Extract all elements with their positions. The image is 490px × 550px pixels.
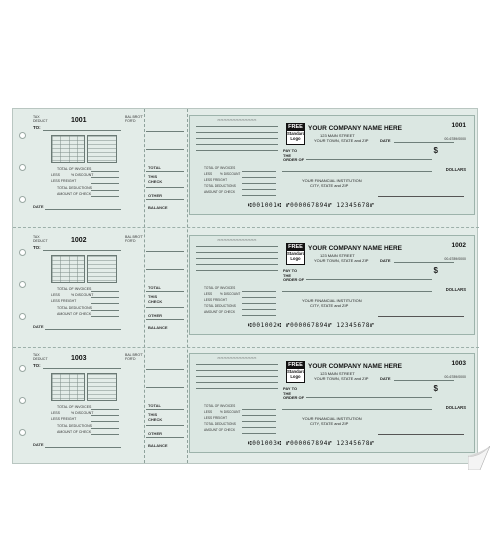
check-total-deductions-label: TOTAL DEDUCTIONS xyxy=(204,422,236,426)
voucher-line xyxy=(146,149,184,150)
check-discount-label: % DISCOUNT xyxy=(220,410,241,414)
check-number: 1003 xyxy=(451,360,466,367)
row-perforation xyxy=(13,227,479,228)
stub-date-label: DATE xyxy=(33,442,44,447)
check-date-line xyxy=(394,380,454,381)
mini-line xyxy=(242,433,276,434)
stub-check-number: 1002 xyxy=(71,237,87,244)
voucher-line xyxy=(146,171,184,172)
routing-fraction: 00-6789/0000 xyxy=(444,375,466,379)
standard-logo-text: Standard Logo xyxy=(287,369,306,379)
micr-line: ⑆001003⑆ ⑈000067894⑈ 12345678⑈ xyxy=(248,440,375,447)
discount-line xyxy=(91,297,119,298)
deductions-line xyxy=(91,428,119,429)
voucher-line xyxy=(146,319,184,320)
check-discount-label: % DISCOUNT xyxy=(220,292,241,296)
mini-line xyxy=(196,252,278,253)
page-curl-icon xyxy=(468,446,490,470)
amount-of-check-label: AMOUNT OF CHECK xyxy=(57,192,92,196)
tax-deduct-label: TAX DEDUCT xyxy=(33,115,48,123)
check-date-label: DATE xyxy=(380,258,391,263)
stub-to-label: TO: xyxy=(33,363,41,368)
amount-words-line xyxy=(282,171,432,172)
voucher-line xyxy=(146,199,184,200)
check-amount-label: AMOUNT OF CHECK xyxy=(204,310,236,314)
stub-to-label: TO: xyxy=(33,125,41,130)
check-row xyxy=(13,231,479,341)
mini-line xyxy=(242,297,276,298)
company-name: YOUR COMPANY NAME HERE xyxy=(308,363,403,370)
invoice-grid xyxy=(51,135,85,163)
stub-date-line xyxy=(45,209,121,210)
mini-line xyxy=(242,409,276,410)
deductions-line xyxy=(91,310,119,311)
check-total-invoices-label: TOTAL OF INVOICES xyxy=(204,166,236,170)
check-less-freight-label: LESS FREIGHT xyxy=(204,298,228,302)
less-freight-label: LESS FREIGHT xyxy=(51,179,77,183)
voucher-total-label: TOTAL xyxy=(148,165,161,170)
less-freight-label: LESS FREIGHT xyxy=(51,299,77,303)
mini-line xyxy=(242,177,276,178)
total-deductions-label: TOTAL DEDUCTIONS xyxy=(57,424,92,428)
check-stub xyxy=(31,111,143,221)
balance-forward-label: BAL BRO'T FOR'D xyxy=(125,235,143,243)
voucher-line xyxy=(146,437,184,438)
mini-line xyxy=(242,309,276,310)
check-stub xyxy=(31,349,143,459)
voucher-total-label: TOTAL xyxy=(148,403,161,408)
check xyxy=(189,353,475,453)
stub-to-line xyxy=(43,368,121,369)
pay-to-label: PAY TO THE ORDER OF xyxy=(283,268,305,282)
check-total-deductions-label: TOTAL DEDUCTIONS xyxy=(204,304,236,308)
signature-line xyxy=(378,316,464,317)
mini-line xyxy=(196,150,278,151)
company-name: YOUR COMPANY NAME HERE xyxy=(308,245,403,252)
micr-line: ⑆001001⑆ ⑈000067894⑈ 12345678⑈ xyxy=(248,202,375,209)
discount-label: % DISCOUNT xyxy=(71,173,94,177)
voucher-other-label: OTHER xyxy=(148,313,162,318)
discount-line xyxy=(91,415,119,416)
total-deductions-label: TOTAL DEDUCTIONS xyxy=(57,306,92,310)
stub-date-label: DATE xyxy=(33,324,44,329)
voucher-this-check-label: THIS CHECK xyxy=(148,294,163,304)
company-address-line-1: 123 MAIN STREET xyxy=(320,253,355,258)
mini-line xyxy=(242,171,276,172)
less-label: LESS xyxy=(51,293,60,297)
less-label: LESS xyxy=(51,173,60,177)
discount-label: % DISCOUNT xyxy=(71,411,94,415)
mini-line xyxy=(196,258,278,259)
invoice-grid xyxy=(51,373,85,401)
mini-line xyxy=(196,264,278,265)
stub-to-label: TO: xyxy=(33,245,41,250)
check-discount-label: % DISCOUNT xyxy=(220,172,241,176)
voucher-this-check-label: THIS CHECK xyxy=(148,174,163,184)
check-less-freight-label: LESS FREIGHT xyxy=(204,178,228,182)
stub-check-number: 1001 xyxy=(71,117,87,124)
tax-deduct-label: TAX DEDUCT xyxy=(33,235,48,243)
stub-date-line xyxy=(45,447,121,448)
voucher-line xyxy=(146,269,184,270)
check-total-deductions-label: TOTAL DEDUCTIONS xyxy=(204,184,236,188)
check-row xyxy=(13,349,479,459)
bank-name: YOUR FINANCIAL INSTITUTION xyxy=(302,298,362,303)
total-invoices-line xyxy=(91,291,119,292)
total-invoices-line xyxy=(91,171,119,172)
discount-label: % DISCOUNT xyxy=(71,293,94,297)
mini-line xyxy=(196,132,278,133)
check-mini-header: ▭▭▭▭▭▭▭▭▭▭▭▭▭ xyxy=(217,118,257,122)
mini-line xyxy=(196,246,278,247)
free-badge: FREE xyxy=(288,124,303,130)
amount-grid xyxy=(87,373,117,401)
check-less-label: LESS xyxy=(204,292,213,296)
less-freight-label: LESS FREIGHT xyxy=(51,417,77,421)
balance-forward-label: BAL BRO'T FOR'D xyxy=(125,353,143,361)
balance-voucher xyxy=(146,349,186,459)
check-date-label: DATE xyxy=(380,138,391,143)
total-invoices-label: TOTAL OF INVOICES xyxy=(57,405,92,409)
mini-line xyxy=(242,427,276,428)
check-less-label: LESS xyxy=(204,410,213,414)
bank-city: CITY, STATE and ZIP xyxy=(310,421,349,426)
bank-name: YOUR FINANCIAL INSTITUTION xyxy=(302,178,362,183)
check-date-line xyxy=(394,262,454,263)
total-invoices-line xyxy=(91,409,119,410)
mini-line xyxy=(242,315,276,316)
check-number: 1002 xyxy=(451,242,466,249)
dollars-label: DOLLARS xyxy=(445,167,466,172)
stub-to-line xyxy=(43,250,121,251)
signature-line xyxy=(378,434,464,435)
signature-line xyxy=(378,196,464,197)
check-less-freight-label: LESS FREIGHT xyxy=(204,416,228,420)
amount-of-check-label: AMOUNT OF CHECK xyxy=(57,430,92,434)
company-name: YOUR COMPANY NAME HERE xyxy=(308,125,403,132)
check-mini-header: ▭▭▭▭▭▭▭▭▭▭▭▭▭ xyxy=(217,356,257,360)
mini-line xyxy=(242,195,276,196)
standard-logo-text: Standard Logo xyxy=(287,251,306,261)
stub-date-line xyxy=(45,329,121,330)
dollar-sign: $ xyxy=(433,146,438,155)
check-row xyxy=(13,111,479,221)
mini-line xyxy=(196,382,278,383)
amount-grid xyxy=(87,255,117,283)
amount-of-check-label: AMOUNT OF CHECK xyxy=(57,312,92,316)
voucher-balance-label: BALANCE xyxy=(148,205,168,210)
total-invoices-label: TOTAL OF INVOICES xyxy=(57,287,92,291)
voucher-line xyxy=(146,409,184,410)
check xyxy=(189,115,475,215)
discount-line xyxy=(91,177,119,178)
amount-of-check-line xyxy=(91,434,119,435)
dollars-label: DOLLARS xyxy=(445,405,466,410)
mini-line xyxy=(196,376,278,377)
company-address-line-1: 123 MAIN STREET xyxy=(320,371,355,376)
voucher-line xyxy=(146,291,184,292)
check-total-invoices-label: TOTAL OF INVOICES xyxy=(204,404,236,408)
freight-line xyxy=(91,303,119,304)
voucher-other-label: OTHER xyxy=(148,193,162,198)
payee-line xyxy=(306,159,432,160)
freight-line xyxy=(91,421,119,422)
voucher-line xyxy=(146,131,184,132)
amount-words-line xyxy=(282,291,432,292)
amount-of-check-line xyxy=(91,316,119,317)
voucher-line xyxy=(146,187,184,188)
free-badge: FREE xyxy=(288,244,303,250)
check-stub xyxy=(31,231,143,341)
voucher-line xyxy=(146,307,184,308)
freight-line xyxy=(91,183,119,184)
amount-grid xyxy=(87,135,117,163)
routing-fraction: 00-6789/0000 xyxy=(444,137,466,141)
voucher-line xyxy=(146,369,184,370)
voucher-line xyxy=(146,251,184,252)
check-less-label: LESS xyxy=(204,172,213,176)
row-perforation xyxy=(13,347,479,348)
free-badge: FREE xyxy=(288,362,303,368)
mini-line xyxy=(196,388,278,389)
routing-fraction: 00-6789/0000 xyxy=(444,257,466,261)
mini-line xyxy=(242,421,276,422)
check-amount-label: AMOUNT OF CHECK xyxy=(204,428,236,432)
check-amount-label: AMOUNT OF CHECK xyxy=(204,190,236,194)
mini-line xyxy=(196,144,278,145)
standard-logo-text: Standard Logo xyxy=(287,131,306,141)
stub-to-line xyxy=(43,130,121,131)
total-deductions-label: TOTAL DEDUCTIONS xyxy=(57,186,92,190)
bank-name: YOUR FINANCIAL INSTITUTION xyxy=(302,416,362,421)
deductions-line xyxy=(91,190,119,191)
check-date-line xyxy=(394,142,454,143)
mini-line xyxy=(196,126,278,127)
invoice-grid xyxy=(51,255,85,283)
voucher-line xyxy=(146,425,184,426)
mini-line xyxy=(196,364,278,365)
payee-line xyxy=(306,279,432,280)
check-mini-header: ▭▭▭▭▭▭▭▭▭▭▭▭▭ xyxy=(217,238,257,242)
bank-city: CITY, STATE and ZIP xyxy=(310,303,349,308)
voucher-balance-label: BALANCE xyxy=(148,443,168,448)
dollar-sign: $ xyxy=(433,266,438,275)
standard-logo xyxy=(286,361,305,383)
balance-forward-label: BAL BRO'T FOR'D xyxy=(125,115,143,123)
company-address-line-2: YOUR TOWN, STATE and ZIP xyxy=(314,138,369,143)
mini-line xyxy=(196,270,278,271)
balance-voucher xyxy=(146,111,186,221)
voucher-other-label: OTHER xyxy=(148,431,162,436)
check-sheet xyxy=(12,108,478,464)
mini-line xyxy=(242,183,276,184)
stub-date-label: DATE xyxy=(33,204,44,209)
mini-line xyxy=(242,415,276,416)
standard-logo xyxy=(286,123,305,145)
company-address-line-1: 123 MAIN STREET xyxy=(320,133,355,138)
mini-line xyxy=(242,303,276,304)
amount-words-line xyxy=(282,409,432,410)
stub-check-number: 1003 xyxy=(71,355,87,362)
balance-voucher xyxy=(146,231,186,341)
voucher-this-check-label: THIS CHECK xyxy=(148,412,163,422)
payee-line xyxy=(306,397,432,398)
mini-line xyxy=(196,370,278,371)
tax-deduct-label: TAX DEDUCT xyxy=(33,353,48,361)
total-invoices-label: TOTAL OF INVOICES xyxy=(57,167,92,171)
check xyxy=(189,235,475,335)
company-address-line-2: YOUR TOWN, STATE and ZIP xyxy=(314,376,369,381)
dollar-sign: $ xyxy=(433,384,438,393)
pay-to-label: PAY TO THE ORDER OF xyxy=(283,386,305,400)
mini-line xyxy=(242,291,276,292)
dollars-label: DOLLARS xyxy=(445,287,466,292)
micr-line: ⑆001002⑆ ⑈000067894⑈ 12345678⑈ xyxy=(248,322,375,329)
company-address-line-2: YOUR TOWN, STATE and ZIP xyxy=(314,258,369,263)
mini-line xyxy=(196,138,278,139)
check-total-invoices-label: TOTAL OF INVOICES xyxy=(204,286,236,290)
standard-logo xyxy=(286,243,305,265)
check-number: 1001 xyxy=(451,122,466,129)
bank-city: CITY, STATE and ZIP xyxy=(310,183,349,188)
amount-of-check-line xyxy=(91,196,119,197)
less-label: LESS xyxy=(51,411,60,415)
mini-line xyxy=(242,189,276,190)
voucher-total-label: TOTAL xyxy=(148,285,161,290)
voucher-balance-label: BALANCE xyxy=(148,325,168,330)
check-date-label: DATE xyxy=(380,376,391,381)
voucher-line xyxy=(146,387,184,388)
pay-to-label: PAY TO THE ORDER OF xyxy=(283,148,305,162)
